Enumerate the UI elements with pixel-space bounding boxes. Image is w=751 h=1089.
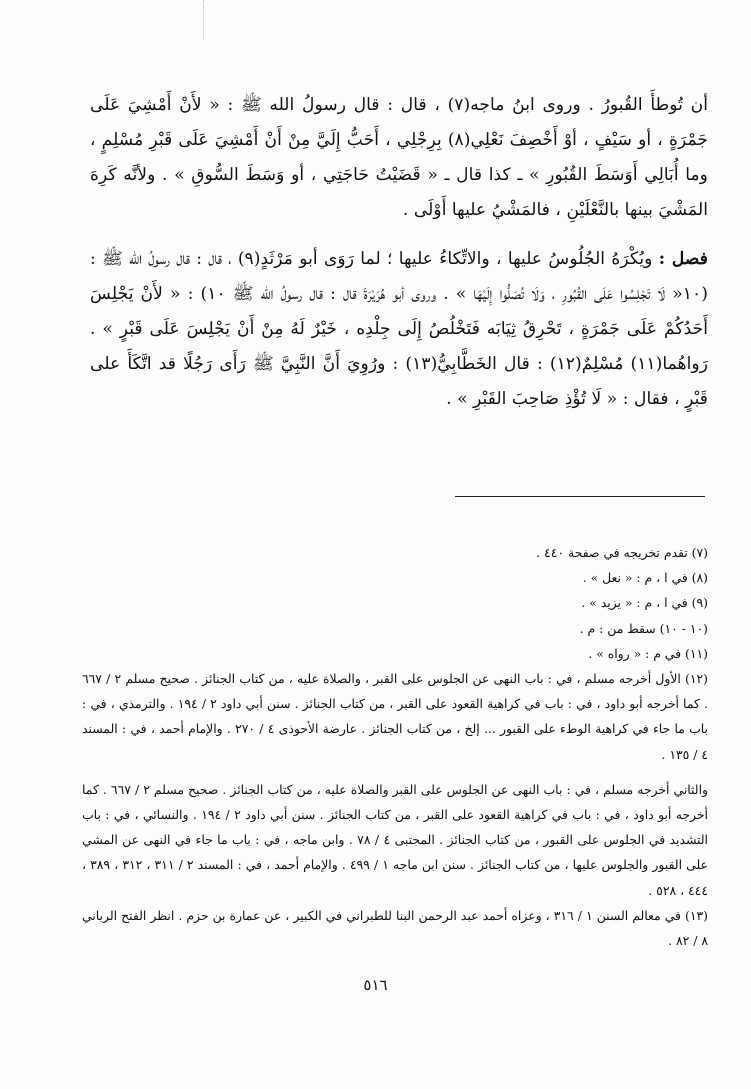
section-label: فصل : bbox=[658, 249, 708, 269]
paragraph-2-text: ويُكْرَهُ الجُلُوسُ عليها ، والاتِّكاءُ عليها ؛ لما رَوَى أبو مَرْثَدٍ(٩) ، قال : قال رسولُ الله ﷺ : (١٠« لَا تَجْلِسُوا عَلَى القُبُورِ ، وَلَا تُصَلُّوا إِلَيْهَا » . وروى أبو هُرَيْرَةَ قال : قال رسولُ الله ﷺ ١٠) : « لأَنْ يَجْلِسَ أَحَدُكُمْ عَلَى جَمْرَةٍ ، تَحْرِقُ ثِيَابَه فَتَخْلُصُ إِلَى جِلْدِه ، خَيْرٌ لَهُ مِنْ أَنْ يَجْلِسَ عَلَى قَبْرٍ » . رَواهُما(١١) مُسْلِمٌ(١٢) : قال الخَطَّابِيُّ(١٣) : ورُوِيَ أَنَّ النَّبِيَّ ﷺ رَأَى رَجُلًا قد اتَّكَأَ على قَبْرٍ ، فقال : « لَا تُؤْذِ صَاحِبَ القَبْرِ » . bbox=[90, 249, 708, 409]
footnote-9: (٩) في ا ، م : « يزيد » . bbox=[581, 595, 708, 611]
page-number: ٥١٦ bbox=[363, 976, 388, 994]
footnote-10: (١٠ - ١٠) سقط من : م . bbox=[579, 620, 708, 636]
footnote-12: (١٢) الأول أخرجه مسلم ، في : باب النهى عن الجلوس على القبر ، والصلاة عليه ، من كتاب الجنائز . صحيح مسلم ٢ / ٦٦٧ . كما أخرجه أبو داود ، في : باب في كراهية القعود على القبر ، من كتاب الجنائز . سنن أبي داود ٢ / ١٩٤ . والترمذي ، في : باب ما جاء في كراهية الوطء على القبور ... إلخ ، من كتاب الجنائز . عارضة الأحوذى ٤ / ٢٧٠ . والإمام أحمد ، في : المسند ٤ / ١٣٥ . bbox=[82, 671, 708, 762]
margin-mark bbox=[203, 0, 204, 40]
footnote-7: (٧) تقدم تخريجه في صفحة ٤٤٠ . bbox=[536, 545, 708, 560]
paragraph-2 bbox=[90, 242, 708, 417]
footnote-divider bbox=[455, 496, 705, 497]
footnote-12-continued: والثاني أخرجه مسلم ، في : باب النهى عن الجلوس على القبر والصلاة عليه ، من كتاب الجنائز . صحيح مسلم ٢ / ٦٦٧ . كما أخرجه أبو داود ، في : باب في كراهية القعود على القبر ، من كتاب الجنائز . سنن أبي داود ٢ / ١٩٤ . والنسائي ، في : باب التشديد في الجلوس على القبور ، من كتاب الجنائز . المجتبى ٤ / ٧٨ . وابن ماجه ، في : باب ما جاء في النهى عن المشي على القبور والجلوس عليها ، من كتاب الجنائز . سنن ابن ماجه ١ / ٤٩٩ . والإمام أحمد ، في : المسند ٢ / ٣١١ ، ٣١٢ ، ٣٨٩ ، ٤٤٤ ، ٥٢٨ . bbox=[82, 781, 708, 898]
footnotes bbox=[82, 540, 708, 953]
main-text bbox=[90, 88, 708, 431]
footnote-8: (٨) في ا ، م : « نعل » . bbox=[582, 570, 708, 586]
footnote-11: (١١) في م : « رواه » . bbox=[588, 645, 708, 661]
footnote-13: (١٣) في معالم السنن ١ / ٣١٦ ، وعزاه أحمد عبد الرحمن البنا للطبراني في الكبير ، عن عمارة بن حزم . انظر الفتح الرباني ٨ / ٨٢ . bbox=[82, 907, 709, 949]
paragraph-1: أن تُوطأَ القُبورُ . وروى ابنُ ماجه(٧) ، قال : قال رسولُ الله ﷺ : « لأَنْ أَمْشِيَ عَلَى جَمْرَةٍ ، أو سَيْفٍ ، أوْ أَخْصِفَ نَعْلِي(٨) بِرِجْلِي ، أَحَبُّ إِلَيَّ مِنْ أَنْ أَمْشِيَ عَلَى قَبْرِ مُسْلِمٍ ، وما أُبَالِي أَوَسَطَ القُبُورِ » ـ كذا قال ـ « قَضَيْتُ حَاجَتِي ، أو وَسَطَ السُّوقِ » . ولأنَّه كَرِهَ المَشْيَ بينها بالنَّعْلَيْنِ ، فالمَشْيُ عليها أَوْلَى . bbox=[90, 95, 709, 220]
